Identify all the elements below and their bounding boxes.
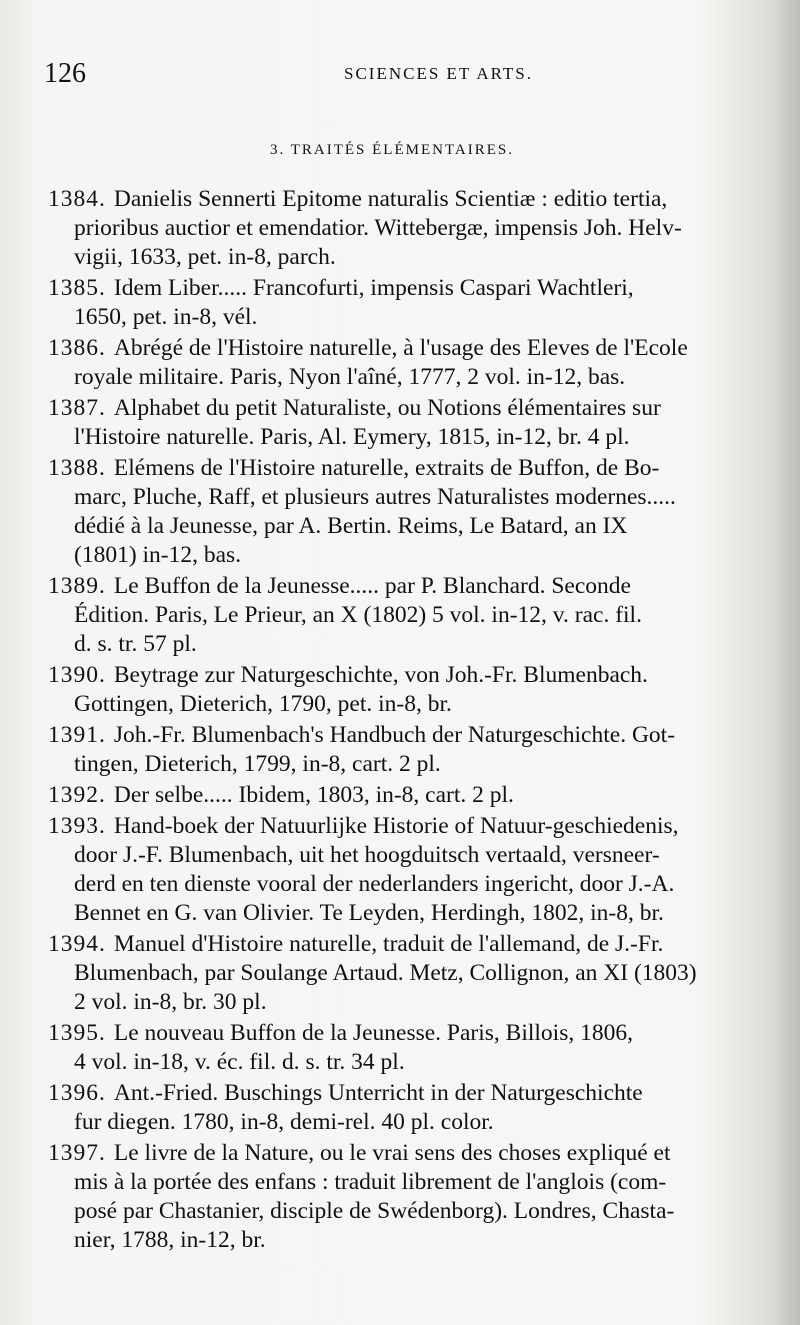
entry-number: 1397.	[48, 1140, 106, 1166]
entry-line	[48, 661, 766, 690]
entry-text: Elémens de l'Histoire naturelle, extraits de Buffon, de Bo-	[113, 455, 660, 481]
entry-number: 1388.	[48, 455, 106, 481]
bibliography-entry	[48, 781, 766, 810]
entry-number: 1392.	[48, 782, 106, 808]
bibliography-entry	[48, 1019, 766, 1077]
entry-number: 1385.	[48, 275, 106, 301]
entry-line: Gottingen, Dieterich, 1790, pet. in-8, br.	[74, 691, 452, 717]
entry-line: marc, Pluche, Raff, et plusieurs autres Naturalistes modernes.....	[74, 484, 676, 510]
entry-text: Abrégé de l'Histoire naturelle, à l'usage des Eleves de l'Ecole	[113, 335, 688, 361]
entry-text: Beytrage zur Naturgeschichte, von Joh.-Fr. Blumenbach.	[113, 662, 648, 688]
entry-line: Blumenbach, par Soulange Artaud. Metz, Collignon, an XI (1803)	[74, 960, 697, 986]
entry-line: l'Histoire naturelle. Paris, Al. Eymery, 1815, in-12, br. 4 pl.	[74, 424, 630, 450]
entry-text: Ant.-Fried. Buschings Unterricht in der Naturgeschichte	[113, 1080, 643, 1106]
entry-line	[48, 1139, 766, 1168]
entry-number: 1387.	[48, 395, 106, 421]
entry-line: royale militaire. Paris, Nyon l'aîné, 1777, 2 vol. in-12, bas.	[74, 364, 626, 390]
section-title: 3. TRAITÉS ÉLÉMENTAIRES.	[270, 142, 515, 158]
entry-text: Hand-boek der Natuurlijke Historie of Natuur-geschiedenis,	[113, 813, 679, 839]
entry-text: Joh.-Fr. Blumenbach's Handbuch der Naturgeschichte. Got-	[113, 722, 676, 748]
entry-line: prioribus auctior et emendatior. Wittebergæ, impensis Joh. Helv-	[74, 215, 682, 241]
entry-number: 1384.	[48, 186, 106, 212]
entry-text: Manuel d'Histoire naturelle, traduit de l'allemand, de J.-Fr.	[113, 931, 664, 957]
entry-line	[48, 274, 766, 303]
entry-number: 1394.	[48, 931, 106, 957]
entry-line	[48, 334, 766, 363]
entry-text: Der selbe..... Ibidem, 1803, in-8, cart. 2 pl.	[113, 782, 514, 808]
bibliography-entry	[48, 334, 766, 392]
bibliography-entry	[48, 721, 766, 779]
entry-number: 1393.	[48, 813, 106, 839]
bibliography-entry	[48, 930, 766, 1017]
entry-text: Le nouveau Buffon de la Jeunesse. Paris, Billois, 1806,	[113, 1020, 633, 1046]
entry-text: Idem Liber..... Francofurti, impensis Caspari Wachtleri,	[113, 275, 634, 301]
bibliography-entry	[48, 1079, 766, 1137]
entry-line: 1650, pet. in-8, vél.	[74, 304, 258, 330]
page-header	[44, 58, 744, 92]
bibliography-entry	[48, 394, 766, 452]
entry-line: 4 vol. in-18, v. éc. fil. d. s. tr. 34 pl.	[74, 1049, 405, 1075]
entry-number: 1391.	[48, 722, 106, 748]
bibliography-entry	[48, 185, 766, 272]
entry-line: nier, 1788, in-12, br.	[74, 1227, 266, 1253]
entry-text: Danielis Sennerti Epitome naturalis Scientiæ : editio tertia,	[113, 186, 668, 212]
entry-line: posé par Chastanier, disciple de Swédenborg). Londres, Chasta-	[74, 1198, 675, 1224]
entry-line: Édition. Paris, Le Prieur, an X (1802) 5 vol. in-12, v. rac. fil.	[74, 602, 642, 628]
entry-text: Le livre de la Nature, ou le vrai sens des choses expliqué et	[113, 1140, 671, 1166]
bibliography-entry	[48, 572, 766, 659]
entry-line: derd en ten dienste vooral der nederlanders ingericht, door J.-A.	[74, 871, 675, 897]
entry-number: 1395.	[48, 1020, 106, 1046]
entry-line	[48, 1079, 766, 1108]
bibliography-entry	[48, 661, 766, 719]
entry-number: 1386.	[48, 335, 106, 361]
entry-line: fur diegen. 1780, in-8, demi-rel. 40 pl. color.	[74, 1109, 494, 1135]
entry-number: 1390.	[48, 662, 106, 688]
entry-line: mis à la portée des enfans : traduit librement de l'anglois (com-	[74, 1169, 667, 1195]
entry-line	[48, 454, 766, 483]
entry-line: d. s. tr. 57 pl.	[74, 631, 197, 657]
entry-line	[48, 812, 766, 841]
page-number: 126	[44, 58, 86, 89]
entry-list	[48, 185, 766, 1257]
bibliography-entry	[48, 274, 766, 332]
entry-text: Le Buffon de la Jeunesse..... par P. Blanchard. Seconde	[113, 573, 631, 599]
entry-line: Bennet en G. van Olivier. Te Leyden, Herdingh, 1802, in-8, br.	[74, 900, 664, 926]
bibliography-entry	[48, 812, 766, 928]
entry-number: 1396.	[48, 1080, 106, 1106]
entry-line	[48, 572, 766, 601]
entry-line: vigii, 1633, pet. in-8, parch.	[74, 244, 336, 270]
bibliography-entry	[48, 1139, 766, 1255]
entry-text: Alphabet du petit Naturaliste, ou Notions élémentaires sur	[113, 395, 661, 421]
entry-line	[48, 930, 766, 959]
bibliography-entry	[48, 454, 766, 570]
entry-line: 2 vol. in-8, br. 30 pl.	[74, 989, 267, 1015]
entry-line: dédié à la Jeunesse, par A. Bertin. Reims, Le Batard, an IX	[74, 513, 628, 539]
entry-line	[48, 781, 766, 810]
entry-number: 1389.	[48, 573, 106, 599]
entry-line: tingen, Dieterich, 1799, in-8, cart. 2 pl.	[74, 751, 441, 777]
entry-line: door J.-F. Blumenbach, uit het hoogduitsch vertaald, versneer-	[74, 842, 660, 868]
entry-line	[48, 721, 766, 750]
entry-line: (1801) in-12, bas.	[74, 542, 242, 568]
running-head: SCIENCES ET ARTS.	[344, 64, 534, 83]
entry-line	[48, 394, 766, 423]
entry-line	[48, 185, 766, 214]
entry-line	[48, 1019, 766, 1048]
